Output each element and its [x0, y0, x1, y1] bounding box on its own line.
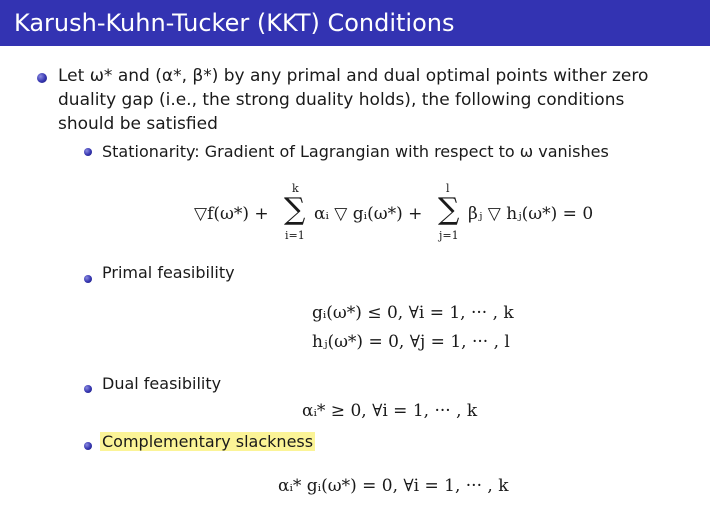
complementary-equation: αᵢ* gᵢ(ω*) = 0, ∀i = 1, ··· , k	[278, 476, 509, 496]
sum1-upper-limit: k	[292, 182, 299, 195]
sum2-sigma: ∑	[438, 192, 460, 227]
slide-title-bar	[0, 0, 710, 46]
sub-bullet-icon	[84, 275, 92, 283]
item-primal-feasibility: Primal feasibility	[102, 263, 235, 282]
stationarity-term-1: αᵢ ▽ gᵢ(ω*) +	[314, 204, 423, 224]
sub-bullet-icon	[84, 148, 92, 156]
stationarity-grad-f: ▽f(ω*) +	[194, 204, 269, 224]
intro-line-1: Let ω* and (α*, β*) by any primal and dual optimal points wither zero	[58, 66, 649, 86]
main-bullet-icon	[37, 73, 47, 83]
dual-equation: αᵢ* ≥ 0, ∀i = 1, ··· , k	[302, 401, 478, 421]
sum1-lower-limit: i=1	[285, 229, 305, 242]
slide-title: Karush-Kuhn-Tucker (KKT) Conditions	[14, 9, 455, 37]
highlighted-text: Complementary slackness	[102, 432, 314, 451]
sub-bullet-icon	[84, 442, 92, 450]
sum2-upper-limit: l	[446, 182, 450, 195]
item-dual-feasibility: Dual feasibility	[102, 374, 222, 393]
sub-bullet-icon	[84, 385, 92, 393]
stationarity-term-2: βⱼ ▽ hⱼ(ω*) = 0	[468, 204, 594, 224]
intro-line-3: should be satisfied	[58, 114, 218, 134]
primal-equation-1: gᵢ(ω*) ≤ 0, ∀i = 1, ··· , k	[312, 303, 514, 323]
item-stationarity: Stationarity: Gradient of Lagrangian with respect to ω vanishes	[102, 142, 609, 161]
primal-equation-2: hⱼ(ω*) = 0, ∀j = 1, ··· , l	[312, 332, 510, 352]
item-complementary-slackness	[100, 430, 315, 454]
sum2-lower-limit: j=1	[439, 229, 459, 242]
sum1-sigma: ∑	[284, 192, 306, 227]
intro-line-2: duality gap (i.e., the strong duality holds), the following conditions	[58, 90, 625, 110]
